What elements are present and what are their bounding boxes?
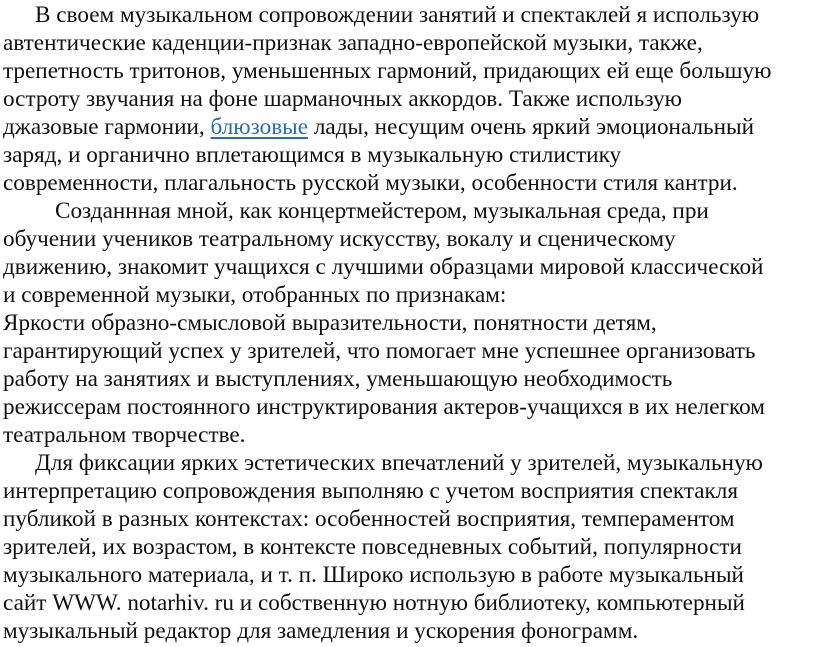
paragraph-1-line-4: остроту звучания на фоне шарманочных аккордов. Также использую [3,86,682,112]
blues-link[interactable]: блюзовые [210,114,309,140]
paragraph-1-line-7: современности, плагальность русской музыки, особенности стиля кантри. [3,170,738,196]
paragraph-4-line-4: зрителей, их возрастом, в контексте повседневных событий, популярности [3,534,742,560]
paragraph-3-line-4: режиссерам постоянного инструктирования актеров-учащихся в их нелегком [3,394,765,420]
paragraph-3-line-3: работу на занятиях и выступлениях, уменьшающую необходимость [3,366,673,392]
paragraph-1-line-3: трепетность тритонов, уменьшенных гармоний, придающих ей еще большую [3,58,772,84]
paragraph-2-line-4: и современной музыки, отобранных по признакам: [3,282,507,308]
paragraph-2-line-3: движению, знакомит учащихся с лучшими образцами мировой классической [3,254,764,280]
paragraph-1-line-1: В своем музыкальном сопровождении занятий и спектаклей я использую [35,2,760,28]
paragraph-4-line-2: интерпретацию сопровождения выполняю с учетом восприятия спектакля [3,478,739,504]
paragraph-2-line-2: обучении учеников театральному искусству, вокалу и сценическому [3,226,676,252]
paragraph-4-line-7: музыкальный редактор для замедления и ускорения фонограмм. [3,618,639,644]
paragraph-4-line-3: публикой в разных контекстах: особенностей восприятия, темпераментом [3,506,735,532]
paragraph-3-line-5: театральном творчестве. [3,422,246,448]
paragraph-4-line-5: музыкального материала, и т. п. Широко использую в работе музыкальный [3,562,744,588]
paragraph-1-line-2: автентические каденции-признак западно-европейской музыки, также, [3,30,703,56]
line-text-before-link: джазовые гармонии, [3,114,211,140]
paragraph-3-line-1: Яркости образно-смысловой выразительности, понятности детям, [3,310,657,336]
paragraph-3-line-2: гарантирующий успех у зрителей, что помогает мне успешнее организовать [3,338,756,364]
paragraph-4-line-6: сайт WWW. notarhiv. ru и собственную нотную библиотеку, компьютерный [3,590,745,616]
paragraph-4-line-1: Для фиксации ярких эстетических впечатлений у зрителей, музыкальную [35,450,763,476]
line-text-after-link: лады, несущим очень яркий эмоциональный [308,114,755,140]
paragraph-1-line-5 [3,113,754,141]
paragraph-1-line-6: заряд, и органично вплетающимся в музыкальную стилистику [3,142,622,168]
paragraph-2-line-1: Созданнная мной, как концертмейстером, музыкальная среда, при [55,198,709,224]
